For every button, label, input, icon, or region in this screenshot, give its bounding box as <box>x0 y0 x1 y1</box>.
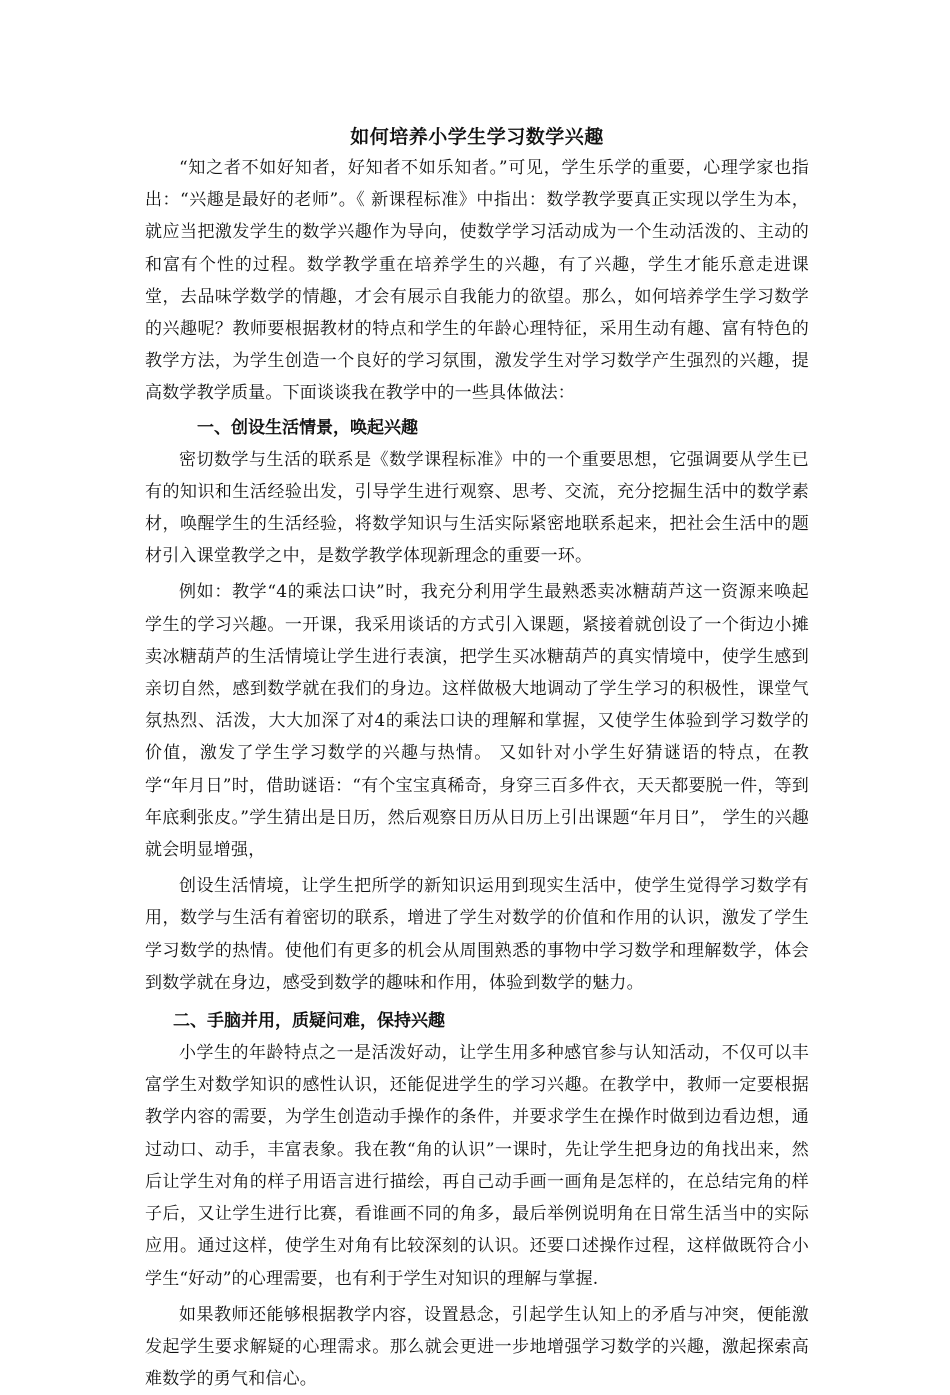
document-title: 如何培养小学生学习数学兴趣 <box>350 126 604 148</box>
section-1-heading: 一、创设生活情景，唤起兴趣 <box>197 417 418 438</box>
section-1-paragraph-1: 密切数学与生活的联系是《数学课程标准》中的一个重要思想，它强调要从学生已有的知识和生活经验出发，引导学生进行观察、思考、交流，充分挖掘生活中的数学素材，唤醒学生的生活经验，将数学知识与生活实际紧密地联系起来，把社会生活中的题材引入课堂教学之中，是数学教学体现新理念的重要一环。 <box>145 449 809 567</box>
section-2-paragraph-1: 小学生的年龄特点之一是活泼好动，让学生用多种感官参与认知活动，不仅可以丰富学生对数学知识的感性认识，还能促进学生的学习兴趣。在教学中，教师一定要根据教学内容的需要，为学生创造动手操作的条件，并要求学生在操作时做到边看边想，通过动口、动手，丰富表象。我在教“角的认识”一课时，先让学生把身边的角找出来，然后让学生对角的样子用语言进行描绘，再自己动手画一画角是怎样的，在总结完角的样子后，又让学生进行比赛，看谁画不同的角多，最后举例说明角在日常生活当中的实际应用。通过这样，使学生对角有比较深刻的认识。还要口述操作过程，这样做既符合小学生“好动”的心理需要，也有利于学生对知识的理解与掌握. <box>145 1043 809 1289</box>
document-page <box>145 122 809 1395</box>
intro-paragraph: “知之者不如好知者，好知者不如乐知者。”可见，学生乐学的重要，心理学家也指出：“兴趣是最好的老师”。《 新课程标准》中指出：数学教学要真正实现以学生为本，就应当把激发学生的数学兴趣作为导向，使数学学习活动成为一个生动活泼的、主动的和富有个性的过程。数学教学重在培养学生的兴趣，有了兴趣，学生才能乐意走进课堂，去品味学数学的情趣，才会有展示自我能力的欲望。那么，如何培养学生学习数学的兴趣呢？教师要根据教材的特点和学生的年龄心理特征，采用生动有趣、富有特色的教学方法，为学生创造一个良好的学习氛围，激发学生对学习数学产生强烈的兴趣，提高数学教学质量。下面谈谈我在教学中的一些具体做法： <box>145 158 809 404</box>
section-2-paragraph-2: 如果教师还能够根据教学内容，设置悬念，引起学生认知上的矛盾与冲突，便能激发起学生要求解疑的心理需求。那么就会更进一步地增强学习数学的兴趣，激起探索高难数学的勇气和信心。 <box>145 1304 809 1390</box>
section-1-paragraph-3: 创设生活情境，让学生把所学的新知识运用到现实生活中，使学生觉得学习数学有用，数学与生活有着密切的联系，增进了学生对数学的价值和作用的认识，激发了学生学习数学的热情。使他们有更多的机会从周围熟悉的事物中学习数学和理解数学，体会到数学就在身边，感受到数学的趣味和作用，体验到数学的魅力。 <box>145 876 809 993</box>
section-2-heading: 二、手脑并用，质疑问难，保持兴趣 <box>173 1011 445 1032</box>
section-1-paragraph-2: 例如：教学“4的乘法口诀”时，我充分利用学生最熟悉卖冰糖葫芦这一资源来唤起学生的学习兴趣。一开课，我采用谈话的方式引入课题，紧接着就创设了一个街边小摊卖冰糖葫芦的生活情境让学生进行表演，把学生买冰糖葫芦的真实情境中，使学生感到亲切自然，感到数学就在我们的身边。这样做极大地调动了学生学习的积极性，课堂气氛热烈、活泼，大大加深了对4的乘法口诀的理解和掌握，又使学生体验到学习数学的价值，激发了学生学习数学的兴趣与热情。 又如针对小学生好猜谜语的特点，在教学“年月日”时，借助谜语：“有个宝宝真稀奇，身穿三百多件衣，天天都要脱一件，等到年底剩张皮。”学生猜出是日历，然后观察日历从日历上引出课题“年月日”， 学生的兴趣就会明显增强， <box>145 582 809 861</box>
